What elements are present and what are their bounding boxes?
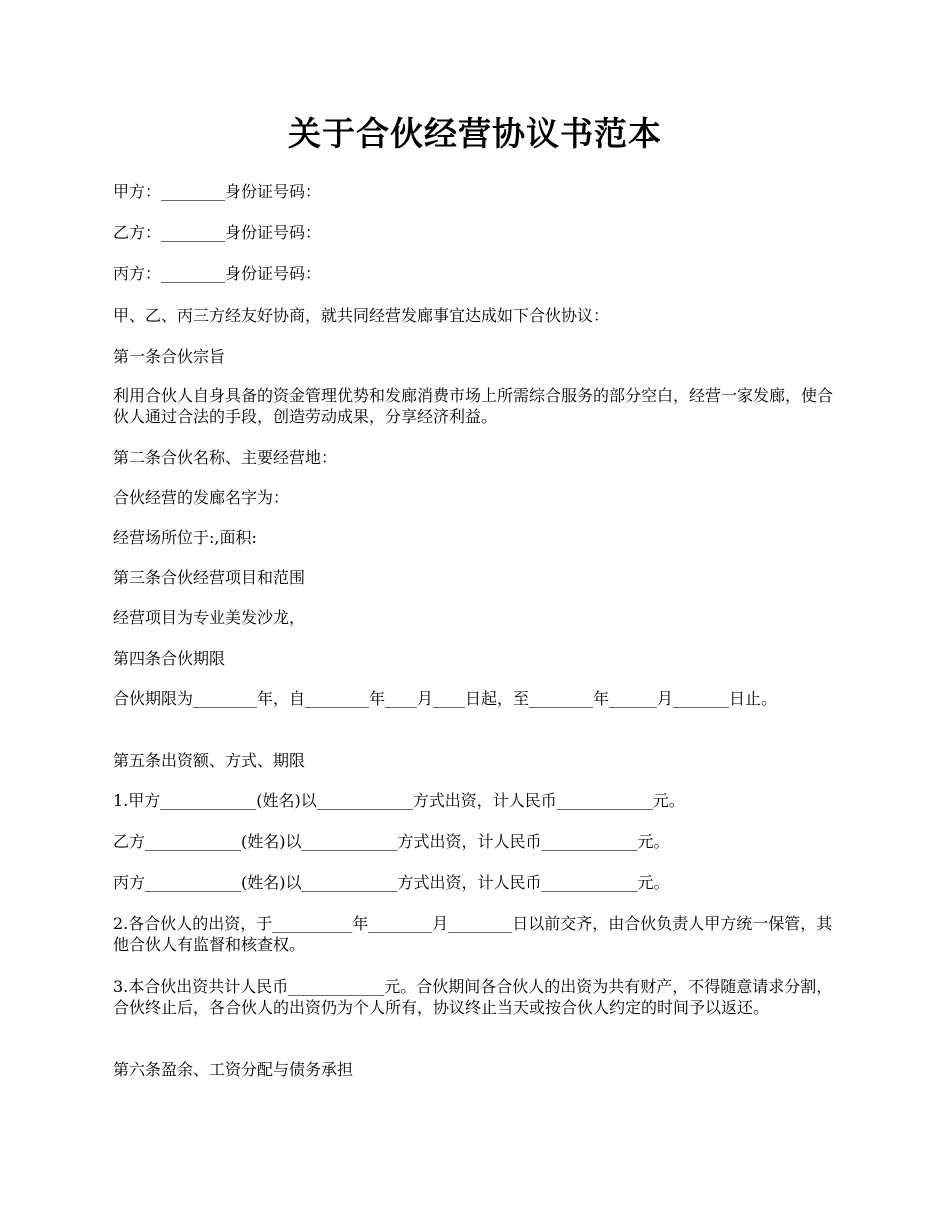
location-area-line: 经营场所位于:,面积: xyxy=(113,528,257,547)
preamble-paragraph: 甲、乙、丙三方经友好协商，就共同经营发廊事宜达成如下合伙协议： xyxy=(113,306,610,325)
article-6-heading: 第六条盈余、工资分配与债务承担 xyxy=(113,1060,354,1079)
party-c-line: 丙方：________身份证号码： xyxy=(113,264,322,283)
article-1-body: 利用合伙人自身具备的资金管理优势和发廊消费市场上所需综合服务的部分空白，经营一家发廊，使合伙人通过合法的手段，创造劳动成果，分享经济利益。 xyxy=(113,386,834,426)
party-b-line: 乙方：________身份证号码： xyxy=(113,223,322,242)
contribution-party-c: 丙方____________(姓名)以____________方式出资，计人民币____________元。 xyxy=(113,873,670,892)
salon-name-line: 合伙经营的发廊名字为： xyxy=(113,488,290,507)
party-a-line: 甲方：________身份证号码： xyxy=(113,182,322,201)
partnership-term-paragraph: 合伙期限为________年，自________年____月____日起，至________年______月_______日止。 xyxy=(113,689,778,708)
contribution-deadline-paragraph: 2.各合伙人的出资，于__________年________月________日以前交齐，由合伙负责人甲方统一保管，其他合伙人有监督和核查权。 xyxy=(113,914,833,954)
article-4-heading: 第四条合伙期限 xyxy=(113,649,226,668)
business-scope-line: 经营项目为专业美发沙龙， xyxy=(113,608,306,627)
contribution-party-a: 1.甲方____________(姓名)以____________方式出资，计人民币____________元。 xyxy=(113,791,685,810)
contribution-party-b: 乙方____________(姓名)以____________方式出资，计人民币____________元。 xyxy=(113,832,670,851)
document-title: 关于合伙经营协议书范本 xyxy=(288,114,662,153)
total-contribution-paragraph: 3.本合伙出资共计人民币____________元。合伙期间各合伙人的出资为共有财产，不得随意请求分割，合伙终止后，各合伙人的出资仍为个人所有，协议终止当天或按合伙人约定的时间予以返还。 xyxy=(113,977,833,1017)
article-5-heading: 第五条出资额、方式、期限 xyxy=(113,751,306,770)
article-2-heading: 第二条合伙名称、主要经营地： xyxy=(113,448,338,467)
article-1-heading: 第一条合伙宗旨 xyxy=(113,347,226,366)
article-3-heading: 第三条合伙经营项目和范围 xyxy=(113,568,306,587)
